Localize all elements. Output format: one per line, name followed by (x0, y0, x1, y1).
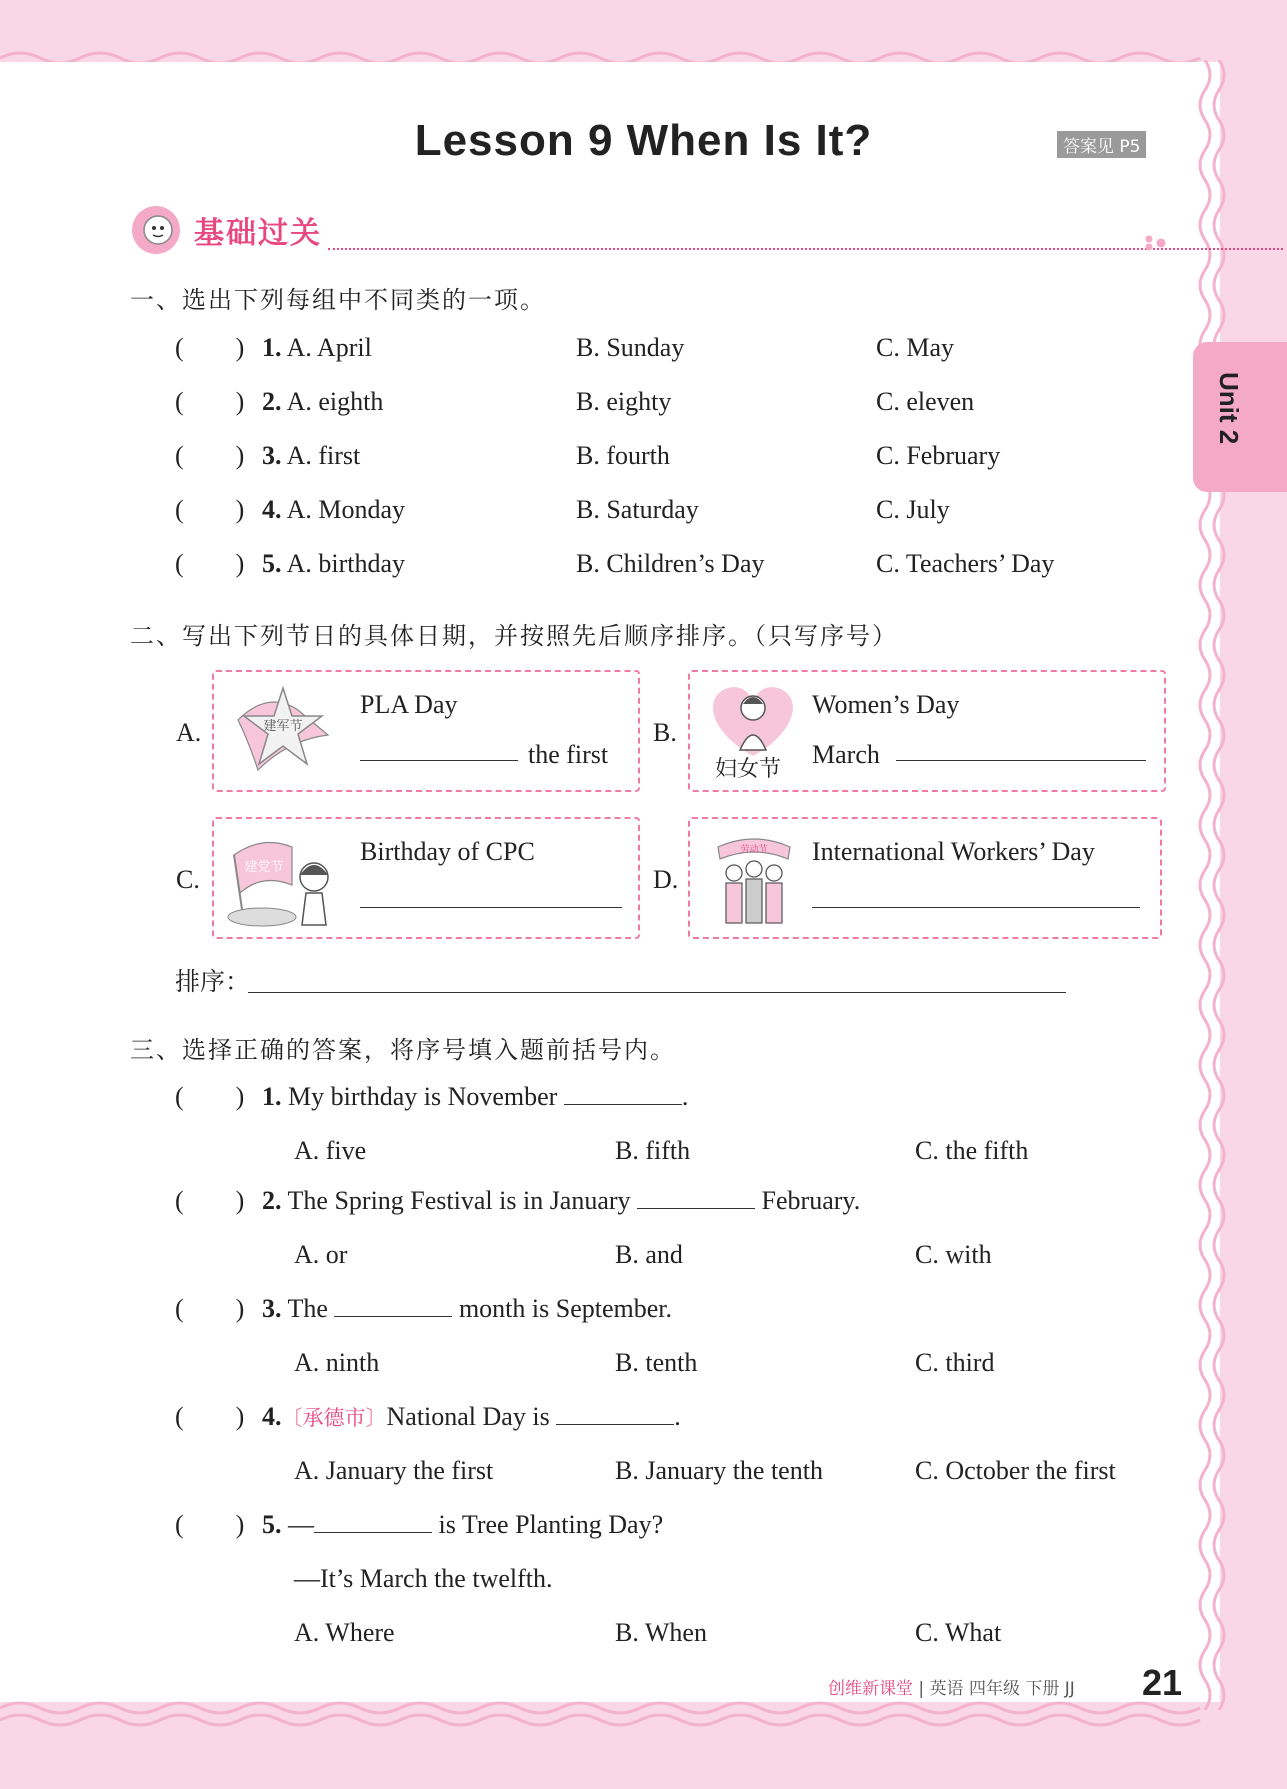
question-text: The Spring Festival is in January (287, 1186, 631, 1215)
part2-heading: 二、写出下列节日的具体日期，并按照先后顺序排序。（只写序号） (130, 622, 898, 650)
holiday-name: International Workers’ Day (812, 837, 1095, 866)
question-1 (262, 1082, 688, 1112)
unit-tab[interactable] (1193, 342, 1287, 492)
part1-heading: 一、选出下列每组中不同类的一项。 (130, 286, 546, 314)
option-a: A. five (294, 1136, 367, 1165)
holiday-box-a (212, 670, 640, 792)
option-c: C. with (915, 1240, 992, 1269)
holiday-name: Birthday of CPC (360, 837, 535, 866)
box-letter: B. (653, 718, 677, 747)
item-number: 1. (262, 333, 282, 362)
answer-bracket[interactable]: ( ) (175, 1402, 245, 1431)
answer-reference-tag: 答案见 P5 (1057, 131, 1146, 158)
box-letter: D. (653, 865, 679, 894)
page-title: Lesson 9 When Is It? (414, 116, 873, 165)
option-b: B. tenth (615, 1348, 698, 1377)
section-banner (128, 200, 1178, 260)
date-blank[interactable] (360, 885, 622, 908)
womens-day-image-text: 妇女节 (714, 757, 782, 780)
item-number: 3. (262, 1294, 282, 1323)
option-b: B. Sunday (576, 333, 685, 362)
holiday-name: PLA Day (360, 690, 458, 719)
box-letter: C. (176, 865, 200, 894)
answer-bracket[interactable]: ( ) (175, 1294, 245, 1323)
item-number: 4. (262, 1402, 282, 1431)
region-tag: 〔承德市〕 (281, 1406, 387, 1430)
option-a: A. Where (294, 1618, 395, 1647)
right-wavy-border (1185, 60, 1235, 1710)
footer-brand: 创维新课堂 | 英语 四年级 下册 JJ (828, 1679, 1075, 1699)
question-2 (262, 1186, 860, 1216)
answer-blank[interactable] (637, 1186, 755, 1209)
mascot-icon (128, 200, 188, 256)
option-c: C. the fifth (915, 1136, 1029, 1165)
order-answer-line[interactable] (248, 970, 1066, 993)
answer-blank[interactable] (564, 1082, 682, 1105)
option-b: B. eighty (576, 387, 672, 416)
option-a: A. Monday (286, 495, 406, 524)
option-b: B. fifth (615, 1136, 691, 1165)
pla-day-image-text: 建军节 (263, 719, 303, 734)
unit-tab-label: Unit 2 (1214, 372, 1244, 445)
answer-bracket[interactable]: ( ) (175, 1510, 245, 1539)
question-5 (262, 1510, 663, 1540)
option-a: A. eighth (286, 387, 384, 416)
womens-day-illustration (698, 676, 808, 780)
option-a: A. first (286, 441, 361, 470)
question-text-after: February. (761, 1186, 861, 1215)
question-text-after: is Tree Planting Day? (438, 1510, 664, 1539)
reply-text: —It’s March the twelfth. (294, 1564, 553, 1593)
option-c: C. Teachers’ Day (876, 549, 1055, 578)
question-text-after: . (681, 1082, 689, 1111)
date-blank[interactable] (896, 738, 1146, 761)
option-a: A. January the first (294, 1456, 494, 1485)
answer-bracket[interactable]: ( ) (175, 441, 245, 470)
item-number: 5. (262, 1510, 282, 1539)
holiday-box-c (212, 817, 640, 939)
answer-bracket[interactable]: ( ) (175, 387, 245, 416)
workers-day-illustration (704, 825, 804, 933)
workers-day-image-text: 劳动节 (740, 845, 768, 855)
answer-bracket[interactable]: ( ) (175, 1186, 245, 1215)
order-label: 排序： (175, 967, 251, 996)
banner-dotted-line (328, 248, 1283, 250)
question-text: National Day is (386, 1402, 550, 1431)
option-c: C. July (876, 495, 950, 524)
answer-blank[interactable] (334, 1294, 452, 1317)
option-b: B. Children’s Day (576, 549, 765, 578)
answer-bracket[interactable]: ( ) (175, 495, 245, 524)
item-number: 3. (262, 441, 282, 470)
date-blank[interactable] (360, 738, 518, 761)
holiday-name: Women’s Day (812, 690, 960, 719)
cpc-birthday-illustration (222, 825, 340, 933)
answer-blank[interactable] (556, 1402, 674, 1425)
date-blank[interactable] (812, 885, 1140, 908)
item-number: 2. (262, 387, 282, 416)
option-c: C. February (876, 441, 1001, 470)
item-number: 5. (262, 549, 282, 578)
footer-subject: 英语 四年级 下册 JJ (929, 1679, 1075, 1699)
item-number: 1. (262, 1082, 282, 1111)
bottom-wavy-border (0, 1688, 1287, 1748)
pla-day-illustration (228, 680, 338, 780)
option-c: C. eleven (876, 387, 975, 416)
question-3 (262, 1294, 672, 1324)
option-c: C. May (876, 333, 954, 362)
question-text-after: . (674, 1402, 681, 1431)
answer-blank[interactable] (314, 1510, 432, 1533)
date-prefix: March (812, 740, 880, 769)
option-a: A. April (286, 333, 372, 362)
question-text: My birthday is November (288, 1082, 558, 1111)
option-b: B. and (615, 1240, 683, 1269)
cpc-image-text: 建党节 (244, 860, 284, 875)
question-text-after: month is September. (458, 1294, 672, 1323)
question-4 (262, 1402, 681, 1432)
footer-brand-name: 创维新课堂 (828, 1679, 913, 1699)
option-a: A. birthday (286, 549, 405, 578)
dots-icon (1143, 234, 1171, 252)
answer-bracket[interactable]: ( ) (175, 333, 245, 362)
option-b: B. fourth (576, 441, 670, 470)
option-c: C. What (915, 1618, 1002, 1647)
box-letter: A. (176, 718, 202, 747)
date-suffix: the first (528, 740, 609, 769)
option-a: A. or (294, 1240, 348, 1269)
part3-heading: 三、选择正确的答案，将序号填入题前括号内。 (130, 1036, 676, 1064)
page-number: 21 (1142, 1662, 1183, 1703)
holiday-box-b (688, 670, 1166, 792)
answer-bracket[interactable]: ( ) (175, 1082, 245, 1111)
section-banner-label: 基础过关 (194, 216, 322, 251)
item-number: 4. (262, 495, 282, 524)
question-text: The (287, 1294, 328, 1323)
item-number: 2. (262, 1186, 282, 1215)
option-b: B. January the tenth (615, 1456, 823, 1485)
option-c: C. October the first (915, 1456, 1116, 1485)
answer-bracket[interactable]: ( ) (175, 549, 245, 578)
option-a: A. ninth (294, 1348, 380, 1377)
holiday-box-d (688, 817, 1162, 939)
option-c: C. third (915, 1348, 995, 1377)
option-b: B. Saturday (576, 495, 699, 524)
option-b: B. When (615, 1618, 707, 1647)
question-text: — (288, 1510, 314, 1539)
